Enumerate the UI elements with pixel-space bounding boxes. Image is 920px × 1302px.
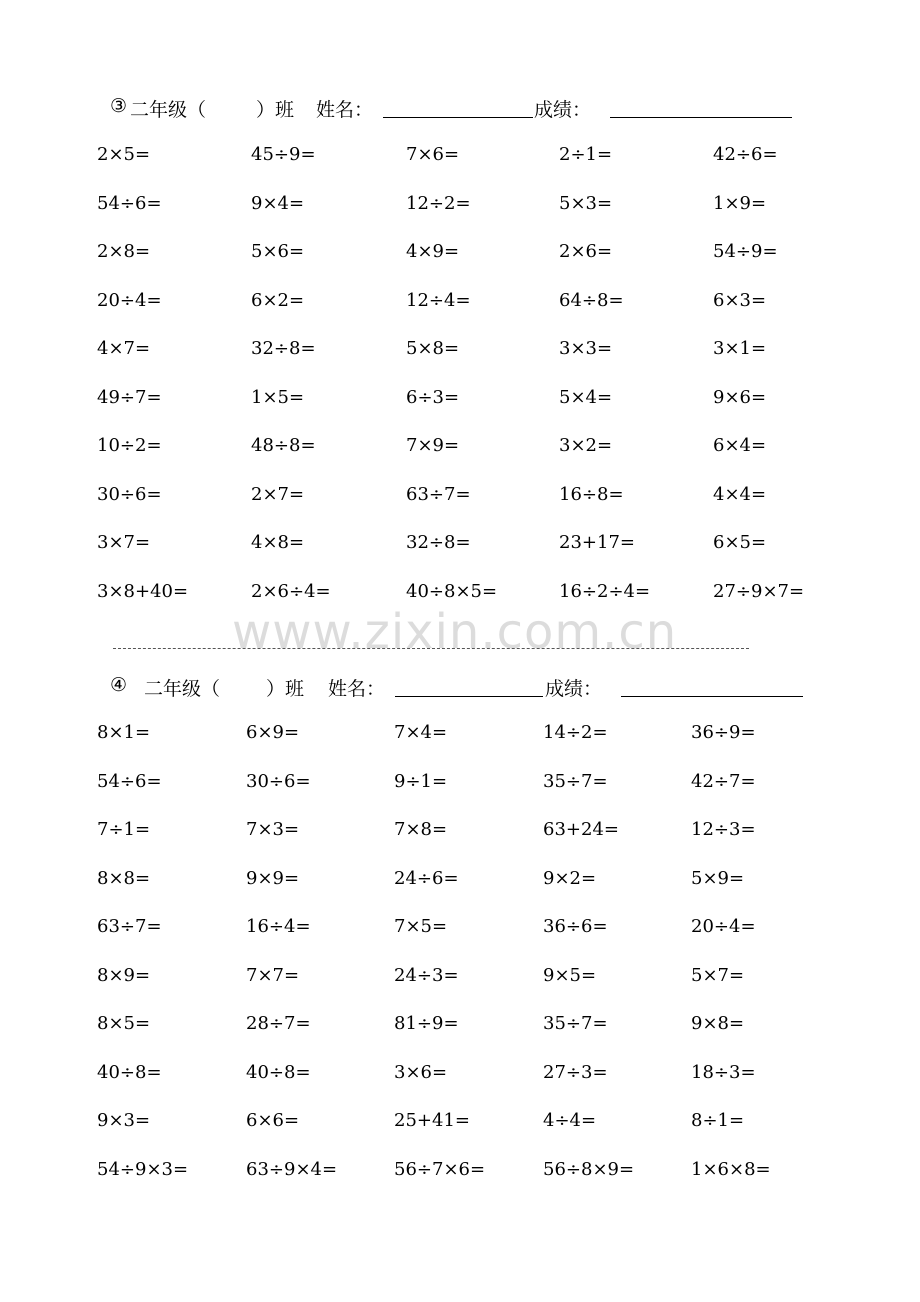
problem-cell: 7×7= [246, 965, 300, 986]
sheet-2-header [110, 674, 810, 702]
problem-cell: 5×6= [251, 241, 305, 262]
problem-cell: 3×7= [97, 532, 151, 553]
problem-cell: 40÷8×5= [406, 581, 498, 602]
problem-cell: 4×4= [713, 484, 767, 505]
problem-cell: 9×6= [713, 387, 767, 408]
problem-cell: 9×3= [97, 1110, 151, 1131]
problem-cell: 16÷4= [246, 916, 311, 937]
problem-cell: 4÷4= [543, 1110, 597, 1131]
problem-cell: 8×5= [97, 1013, 151, 1034]
problem-cell: 36÷9= [691, 722, 756, 743]
problem-cell: 8×8= [97, 868, 151, 889]
sheet-1-header [110, 95, 810, 123]
problem-cell: 35÷7= [543, 771, 608, 792]
sheet-1-name-blank[interactable] [383, 117, 533, 118]
problem-cell: 56÷7×6= [394, 1159, 486, 1180]
sheet-2-class-label: ）班 [266, 678, 305, 700]
problem-cell: 9×4= [251, 193, 305, 214]
cut-line-divider [113, 648, 749, 649]
problem-cell: 32÷8= [406, 532, 471, 553]
problem-cell: 49÷7= [97, 387, 162, 408]
problem-cell: 5×7= [691, 965, 745, 986]
problem-cell: 5×9= [691, 868, 745, 889]
sheet-2-name-blank[interactable] [395, 696, 543, 697]
problem-cell: 2×8= [97, 241, 151, 262]
problem-cell: 5×8= [406, 338, 460, 359]
problem-cell: 3×8+40= [97, 581, 189, 602]
sheet-1-class-label: ）班 [256, 99, 295, 121]
problem-cell: 23+17= [559, 532, 635, 553]
problem-cell: 12÷4= [406, 290, 471, 311]
problem-cell: 7×5= [394, 916, 448, 937]
problem-cell: 6÷3= [406, 387, 460, 408]
problem-cell: 24÷6= [394, 868, 459, 889]
sheet-2-name-label: 姓名： [328, 678, 386, 700]
problem-cell: 32÷8= [251, 338, 316, 359]
problem-cell: 2×6= [559, 241, 613, 262]
sheet-1-marker: ③ [110, 95, 128, 117]
problem-cell: 8÷1= [691, 1110, 745, 1131]
problem-cell: 6×4= [713, 435, 767, 456]
sheet-1-name-label: 姓名： [316, 99, 374, 121]
problem-cell: 6×9= [246, 722, 300, 743]
problem-cell: 2÷1= [559, 144, 613, 165]
sheet-2-marker: ④ [110, 674, 128, 696]
problem-cell: 20÷4= [97, 290, 162, 311]
problem-cell: 63÷7= [97, 916, 162, 937]
problem-cell: 1×6×8= [691, 1159, 771, 1180]
problem-cell: 8×9= [97, 965, 151, 986]
problem-cell: 24÷3= [394, 965, 459, 986]
problem-cell: 3×3= [559, 338, 613, 359]
problem-cell: 2×5= [97, 144, 151, 165]
problem-cell: 9×9= [246, 868, 300, 889]
problem-cell: 48÷8= [251, 435, 316, 456]
problem-cell: 10÷2= [97, 435, 162, 456]
problem-cell: 5×3= [559, 193, 613, 214]
problem-cell: 40÷8= [97, 1062, 162, 1083]
problem-cell: 7×6= [406, 144, 460, 165]
problem-cell: 14÷2= [543, 722, 608, 743]
problem-cell: 63÷9×4= [246, 1159, 338, 1180]
sheet-2-score-blank[interactable] [621, 696, 803, 697]
problem-cell: 9÷1= [394, 771, 448, 792]
problem-cell: 54÷6= [97, 193, 162, 214]
problem-cell: 2×7= [251, 484, 305, 505]
sheet-2-score-label: 成绩： [545, 678, 603, 700]
problem-cell: 6×6= [246, 1110, 300, 1131]
problem-cell: 42÷7= [691, 771, 756, 792]
problem-cell: 6×2= [251, 290, 305, 311]
problem-cell: 12÷3= [691, 819, 756, 840]
problem-cell: 4×9= [406, 241, 460, 262]
problem-cell: 25+41= [394, 1110, 470, 1131]
problem-cell: 3×6= [394, 1062, 448, 1083]
problem-cell: 35÷7= [543, 1013, 608, 1034]
problem-cell: 63+24= [543, 819, 619, 840]
problem-cell: 54÷9= [713, 241, 778, 262]
problem-cell: 6×3= [713, 290, 767, 311]
problem-cell: 27÷9×7= [713, 581, 805, 602]
problem-cell: 81÷9= [394, 1013, 459, 1034]
sheet-1-grade-label: 二年级（ [130, 99, 207, 121]
problem-cell: 54÷6= [97, 771, 162, 792]
problem-cell: 18÷3= [691, 1062, 756, 1083]
sheet-2-grade-label: 二年级（ [144, 678, 221, 700]
problem-cell: 40÷8= [246, 1062, 311, 1083]
watermark: www.zixin.com.cn [232, 604, 678, 660]
problem-cell: 30÷6= [246, 771, 311, 792]
problem-cell: 4×7= [97, 338, 151, 359]
problem-cell: 63÷7= [406, 484, 471, 505]
problem-cell: 6×5= [713, 532, 767, 553]
problem-cell: 1×5= [251, 387, 305, 408]
problem-cell: 16÷2÷4= [559, 581, 651, 602]
problem-cell: 3×2= [559, 435, 613, 456]
problem-cell: 27÷3= [543, 1062, 608, 1083]
problem-cell: 9×5= [543, 965, 597, 986]
problem-cell: 36÷6= [543, 916, 608, 937]
problem-cell: 20÷4= [691, 916, 756, 937]
sheet-1-score-label: 成绩： [534, 99, 592, 121]
problem-cell: 45÷9= [251, 144, 316, 165]
problem-cell: 54÷9×3= [97, 1159, 189, 1180]
problem-cell: 7×3= [246, 819, 300, 840]
problem-cell: 4×8= [251, 532, 305, 553]
problem-cell: 7×4= [394, 722, 448, 743]
problem-cell: 16÷8= [559, 484, 624, 505]
problem-cell: 7÷1= [97, 819, 151, 840]
problem-cell: 5×4= [559, 387, 613, 408]
problem-cell: 7×8= [394, 819, 448, 840]
problem-cell: 28÷7= [246, 1013, 311, 1034]
problem-cell: 56÷8×9= [543, 1159, 635, 1180]
problem-cell: 12÷2= [406, 193, 471, 214]
problem-cell: 1×9= [713, 193, 767, 214]
problem-cell: 9×2= [543, 868, 597, 889]
problem-cell: 9×8= [691, 1013, 745, 1034]
problem-cell: 30÷6= [97, 484, 162, 505]
problem-cell: 64÷8= [559, 290, 624, 311]
problem-cell: 3×1= [713, 338, 767, 359]
problem-cell: 2×6÷4= [251, 581, 331, 602]
problem-cell: 8×1= [97, 722, 151, 743]
problem-cell: 7×9= [406, 435, 460, 456]
sheet-1-score-blank[interactable] [610, 117, 792, 118]
problem-cell: 42÷6= [713, 144, 778, 165]
